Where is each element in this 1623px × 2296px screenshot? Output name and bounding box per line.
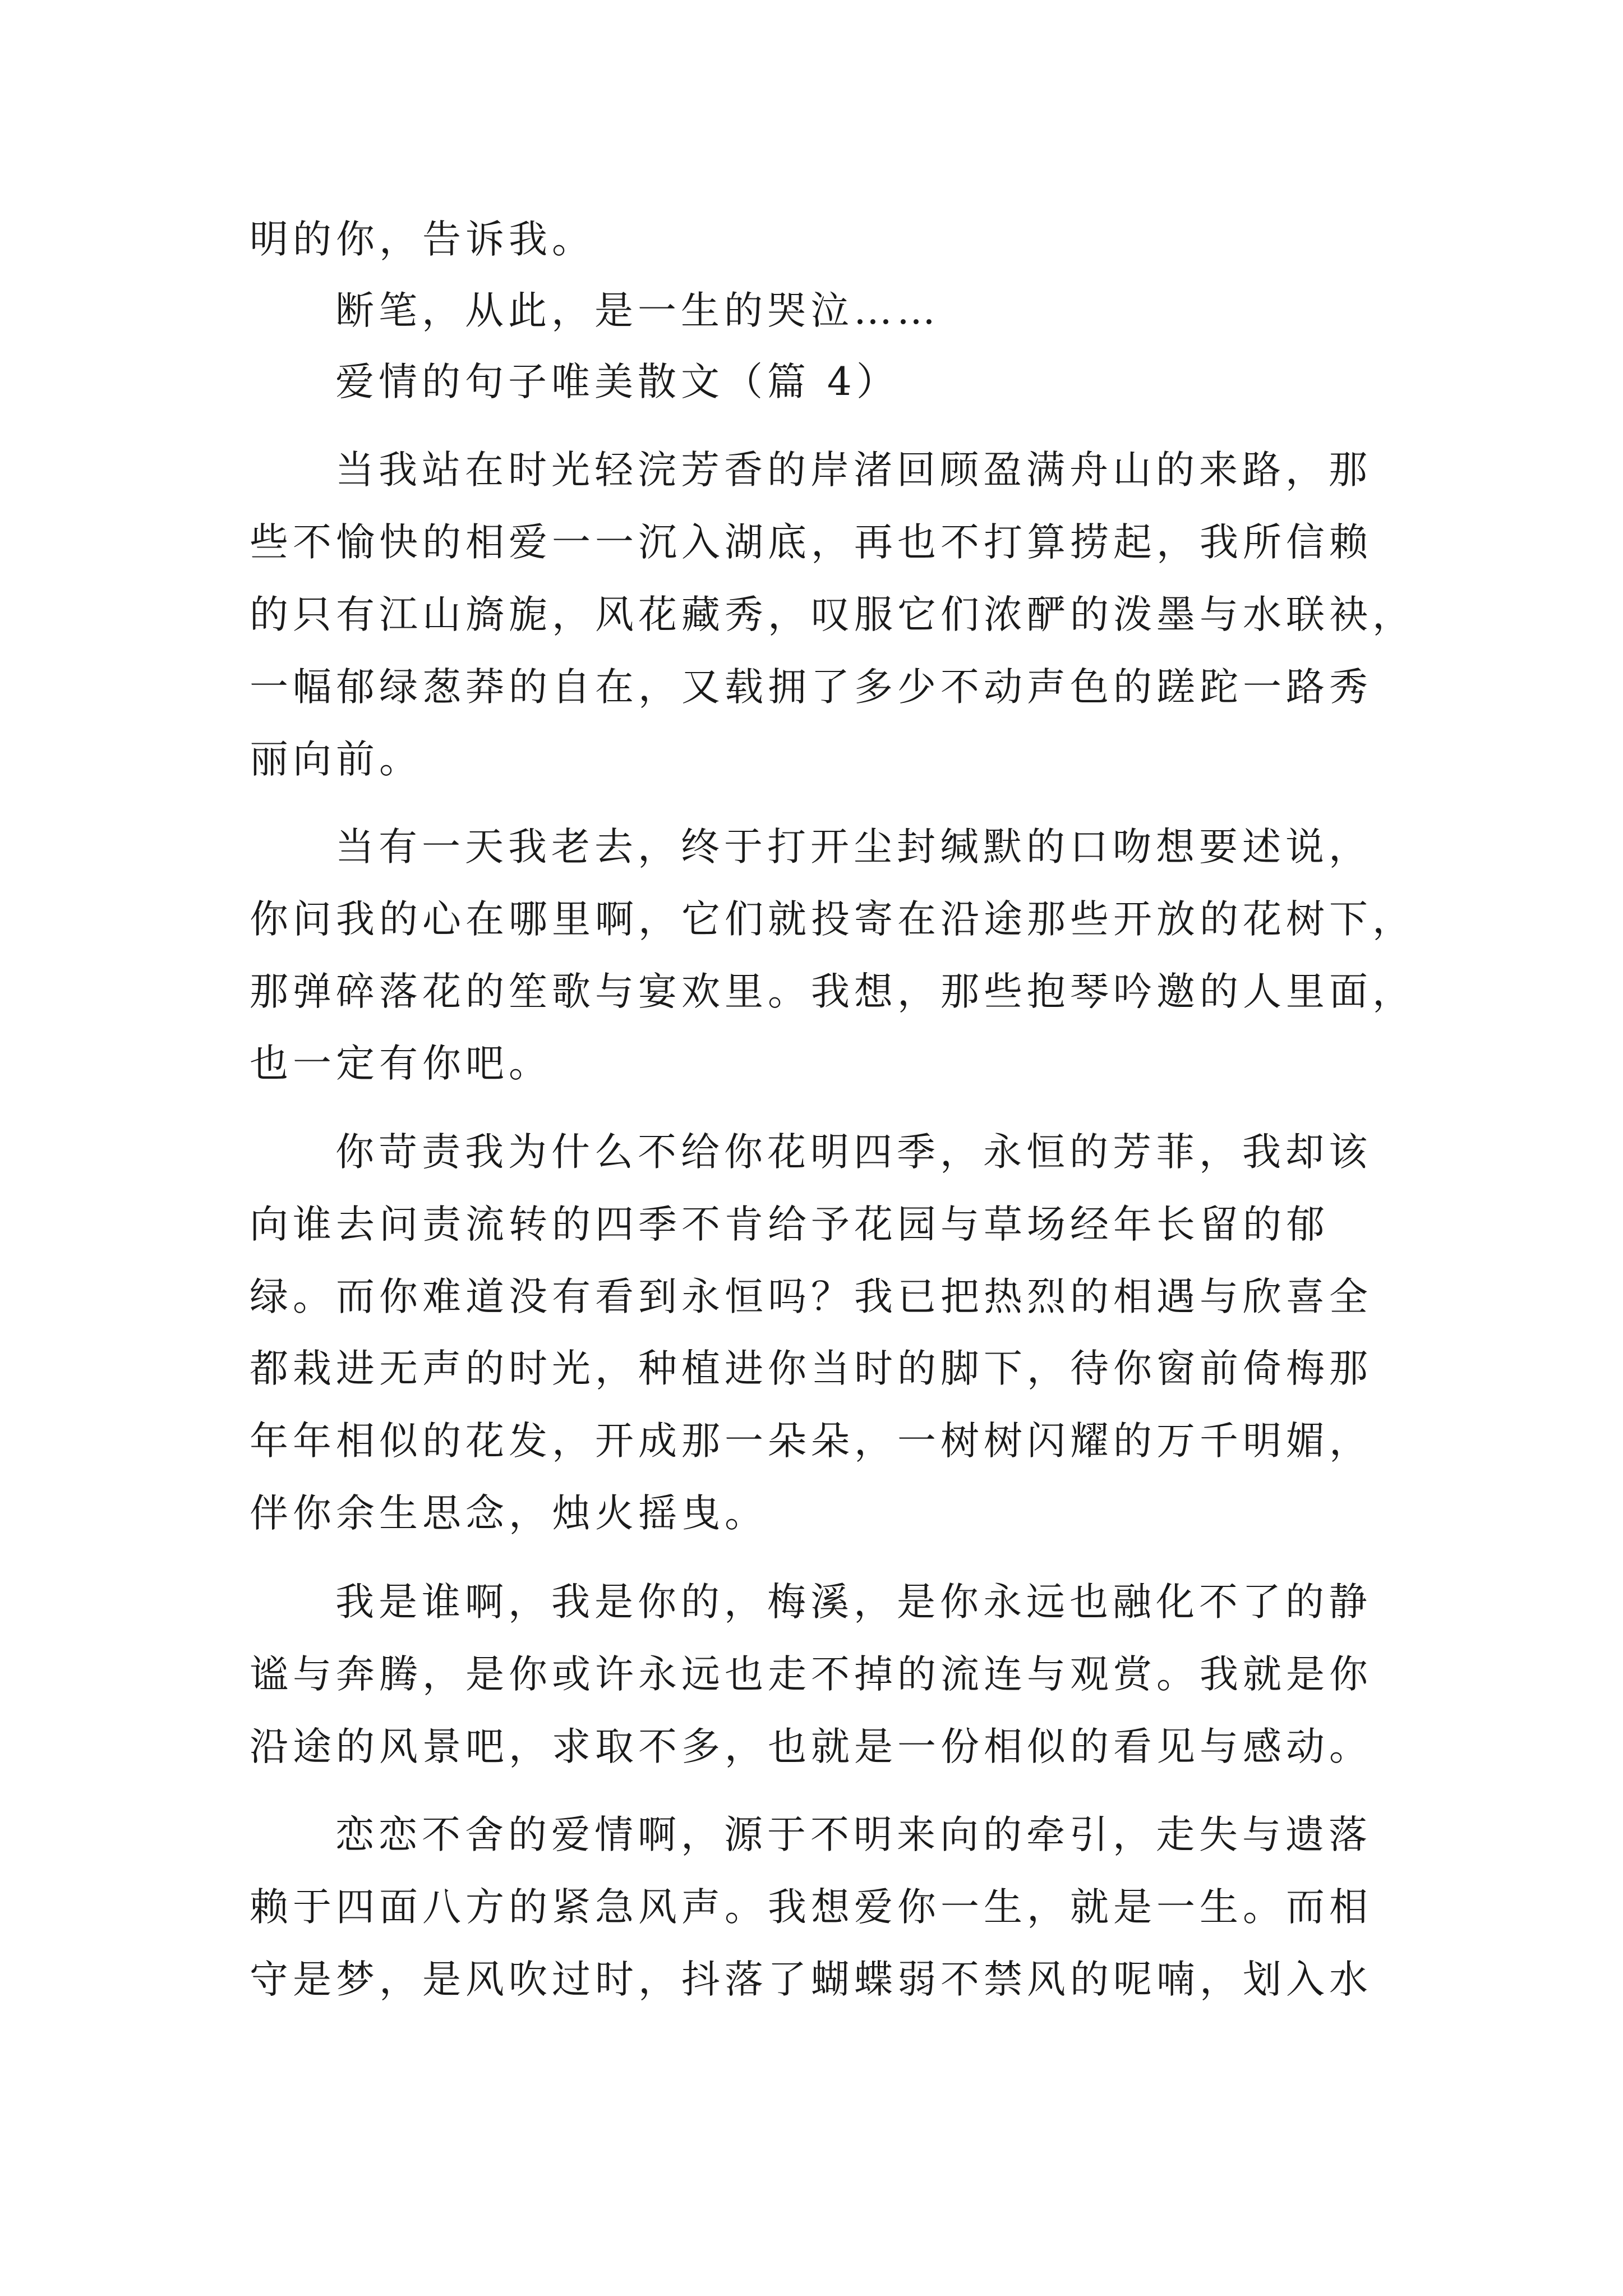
text-line: 也一定有你吧。 (250, 1041, 552, 1086)
text-line: 沿途的风景吧，求取不多，也就是一份相似的看见与感动。 (250, 1724, 1372, 1769)
text-line: 绿。而你难道没有看到永恒吗？我已把热烈的相遇与欣喜全 (250, 1274, 1372, 1319)
text-line: 些不愉快的相爱一一沉入湖底，再也不打算捞起，我所信赖 (250, 520, 1372, 565)
text-line: 向谁去问责流转的四季不肯给予花园与草场经年长留的郁 (250, 1202, 1329, 1247)
text-line: 当有一天我老去，终于打开尘封缄默的口吻想要述说， (335, 825, 1372, 869)
text-line: 那弹碎落花的笙歌与宴欢里。我想，那些抱琴吟邀的人里面， (250, 969, 1415, 1014)
text-line: 赖于四面八方的紧急风声。我想爱你一生，就是一生。而相 (250, 1885, 1372, 1930)
text-line: 都栽进无声的时光，种植进你当时的脚下，待你窗前倚梅那 (250, 1346, 1372, 1391)
text-line: 你问我的心在哪里啊，它们就投寄在沿途那些开放的花树下， (250, 897, 1415, 942)
text-line: 明的你，告诉我。 (250, 217, 595, 262)
text-line: 伴你余生思念，烛火摇曳。 (250, 1491, 768, 1536)
text-line: 守是梦，是风吹过时，抖落了蝴蝶弱不禁风的呢喃，划入水 (250, 1957, 1372, 2002)
text-line: 年年相似的花发，开成那一朵朵，一树树闪耀的万千明媚， (250, 1419, 1372, 1464)
text-line: 谧与奔腾，是你或许永远也走不掉的流连与观赏。我就是你 (250, 1652, 1372, 1697)
text-line: 你苛责我为什么不给你花明四季，永恒的芳菲，我却该 (335, 1130, 1372, 1175)
text-line: 断笔，从此，是一生的哭泣…… (335, 288, 940, 333)
text-line: 丽向前。 (250, 737, 422, 782)
text-line: 我是谁啊，我是你的，梅溪，是你永远也融化不了的静 (335, 1580, 1372, 1625)
text-line: 当我站在时光轻浣芳香的岸渚回顾盈满舟山的来路，那 (335, 448, 1372, 493)
text-line: 一幅郁绿葱莽的自在，又载拥了多少不动声色的蹉跎一路秀 (250, 665, 1372, 710)
text-line: 恋恋不舍的爱情啊，源于不明来向的牵引，走失与遗落 (335, 1812, 1372, 1857)
text-line: 的只有江山旖旎，风花藏秀，叹服它们浓酽的泼墨与水联袂， (250, 592, 1415, 637)
section-heading: 爱情的句子唯美散文（篇 4） (335, 360, 900, 404)
